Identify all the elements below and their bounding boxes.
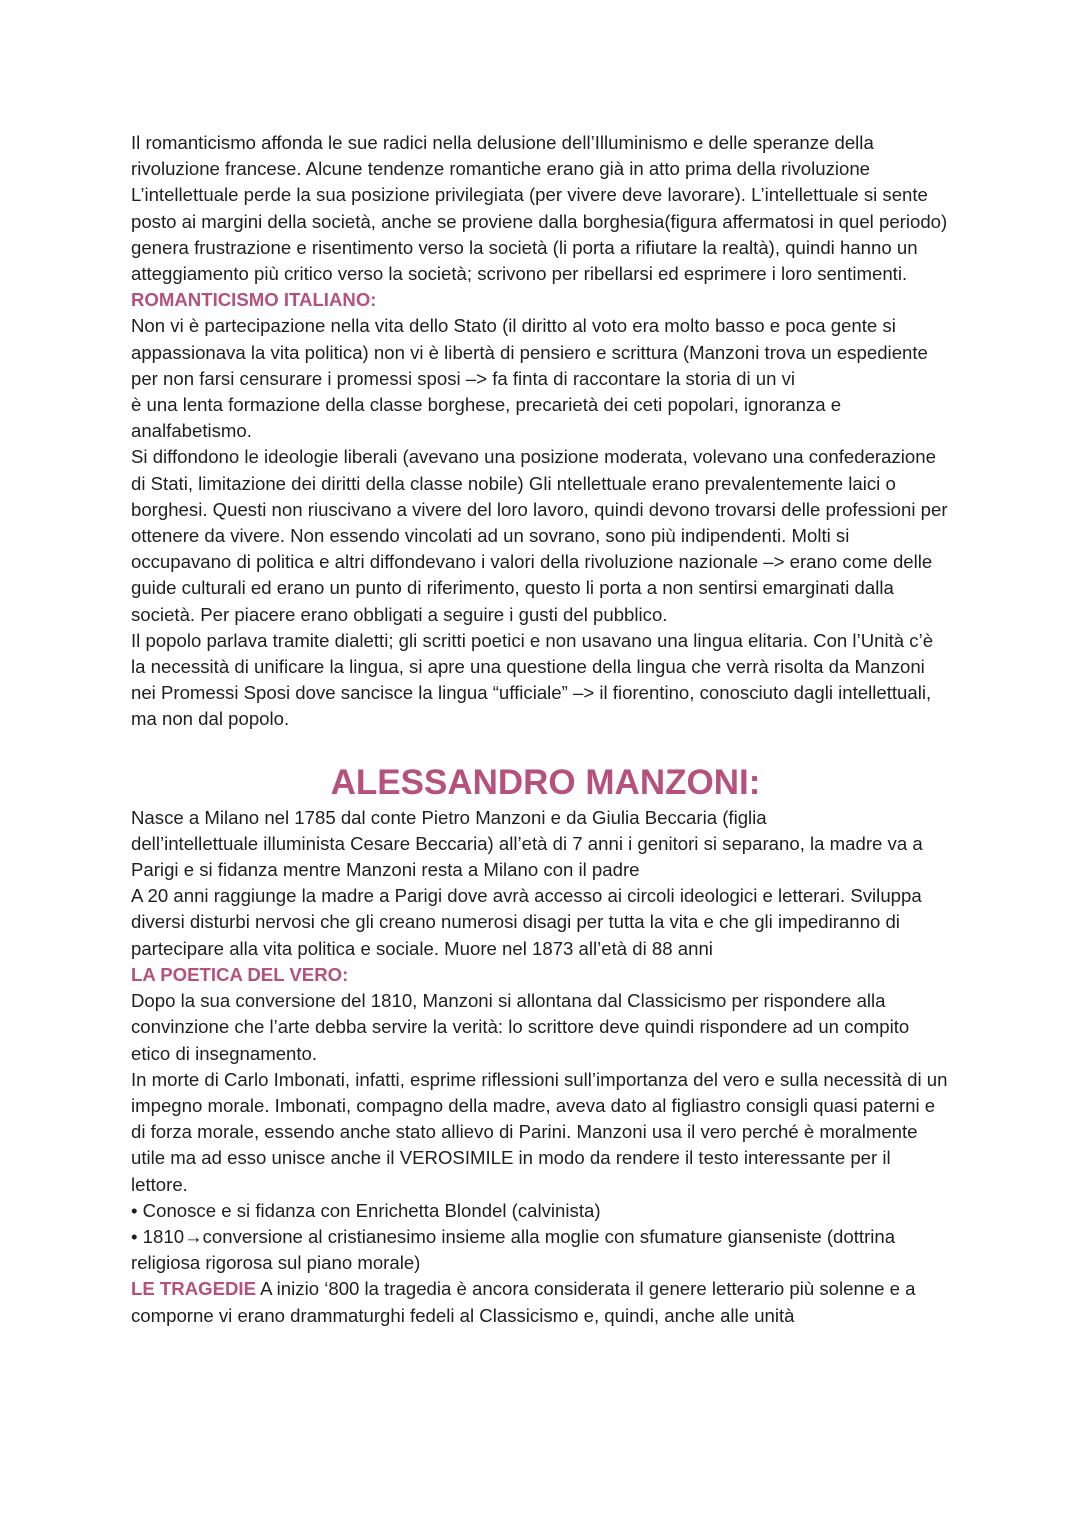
romanticismo-paragraph-3: Il popolo parlava tramite dialetti; gli scritti poetici e non usavano una lingua elitaria. Con l’Unità c’è la necessità di unificare la lingua, si apre una questione della lingua che verrà risolta da Manzoni nei Promessi Sposi dove sancisce la lingua “ufficiale” –> il fiorentino, conosciuto dagli intellettuali, ma non dal popolo. [131,629,934,730]
intro-paragraph: Il romanticismo affonda le sue radici nella delusione dell’Illuminismo e delle speranze della rivoluzione francese. Alcune tendenze romantiche erano già in atto prima della rivoluzione L’intellettuale perde la sua posizione privilegiata (per vivere deve lavorare). L’intellettuale si sente posto ai margini della società, anche se proviene dalla borghesia(figura affermatosi in quel periodo) genera frustrazione e risentimento verso la società (li porta a rifiutare la realtà), quindi hanno un atteggiamento più critico verso la società; scrivono per ribellarsi ed esprimere i loro sentimenti. [131,132,948,285]
bullet-item-conversione: • 1810→conversione al cristianesimo insieme alla moglie con sfumature gianseniste (dottrina religiosa rigorosa sul piano morale) [131,1225,896,1274]
poetica-paragraph-1: Dopo la sua conversione del 1810, Manzoni si allontana dal Classicismo per rispondere alla convinzione che l’arte debba servire la verità: lo scrittore deve quindi rispondere ad un compito etico di insegnamento. [131,990,910,1064]
tragedie-paragraph [131,1276,950,1328]
romanticismo-paragraph-2: Si diffondono le ideologie liberali (avevano una posizione moderata, volevano una confederazione di Stati, limitazione dei diritti della classe nobile) Gli ntellettuale erano prevalentemente laici o borghesi. Questi non riuscivano a vivere del loro lavoro, quindi devono trovarsi delle professioni per ottenere da vivere. Non essendo vincolati ad un sovrano, sono più indipendenti. Molti si occupavano di politica e altri diffondevano i valori della rivoluzione nazionale –> erano come delle guide culturali ed erano un punto di riferimento, questo li porta a non sentirsi emarginati dalla società. Per piacere erano obbligati a seguire i gusti del pubblico. [131,446,948,625]
romanticismo-paragraph-1: Non vi è partecipazione nella vita dello Stato (il diritto al voto era molto basso e poca gente si appassionava la vita politica) non vi è libertà di pensiero e scrittura (Manzoni trova un espediente per non farsi censurare i promessi sposi –> fa finta di raccontare la storia di un vi è una lenta formazione della classe borghese, precarietà dei ceti popolari, ignoranza e analfabetismo. [131,315,928,442]
section-heading-romanticismo-italiano: ROMANTICISMO ITALIANO: [131,289,377,311]
manzoni-bio-paragraph-1: Nasce a Milano nel 1785 dal conte Pietro Manzoni e da Giulia Beccaria (figlia dell’intellettuale illuminista Cesare Beccaria) all’età di 7 anni i genitori si separano, la madre va a Parigi e si fidanza mentre Manzoni resta a Milano con il padre [131,806,923,881]
manzoni-bio-paragraph-2: A 20 anni raggiunge la madre a Parigi dove avrà accesso ai circoli ideologici e letterari. Sviluppa diversi disturbi nervosi che gli creano numerosi disagi per tutta la vita e che gli impediranno di partecipare alla vita politica e sociale. Muore nel 1873 all’età di 88 anni [131,885,922,959]
page-title-manzoni: ALESSANDRO MANZONI: [330,762,761,802]
section-heading-tragedie: LE TRAGEDIE [131,1278,256,1300]
tragedie-text: A inizio ‘800 la tragedia è ancora considerata il genere letterario più solenne e a comporne vi erano drammaturghi fedeli al Classicismo e, quindi, anche alle unità [131,1278,916,1326]
bullet-item-blondel: • Conosce e si fidanza con Enrichetta Blondel (calvinista) [131,1199,601,1221]
section-heading-poetica-del-vero: LA POETICA DEL VERO: [131,963,349,985]
poetica-paragraph-2: In morte di Carlo Imbonati, infatti, esprime riflessioni sull’importanza del vero e sulla necessità di un impegno morale. Imbonati, compagno della madre, aveva dato al figliastro consigli quasi paterni e di forza morale, essendo anche stato allievo di Parini. Manzoni usa il vero perché è moralmente utile ma ad esso unisce anche il VEROSIMILE in modo da rendere il testo interessante per il lettore. [131,1068,948,1195]
